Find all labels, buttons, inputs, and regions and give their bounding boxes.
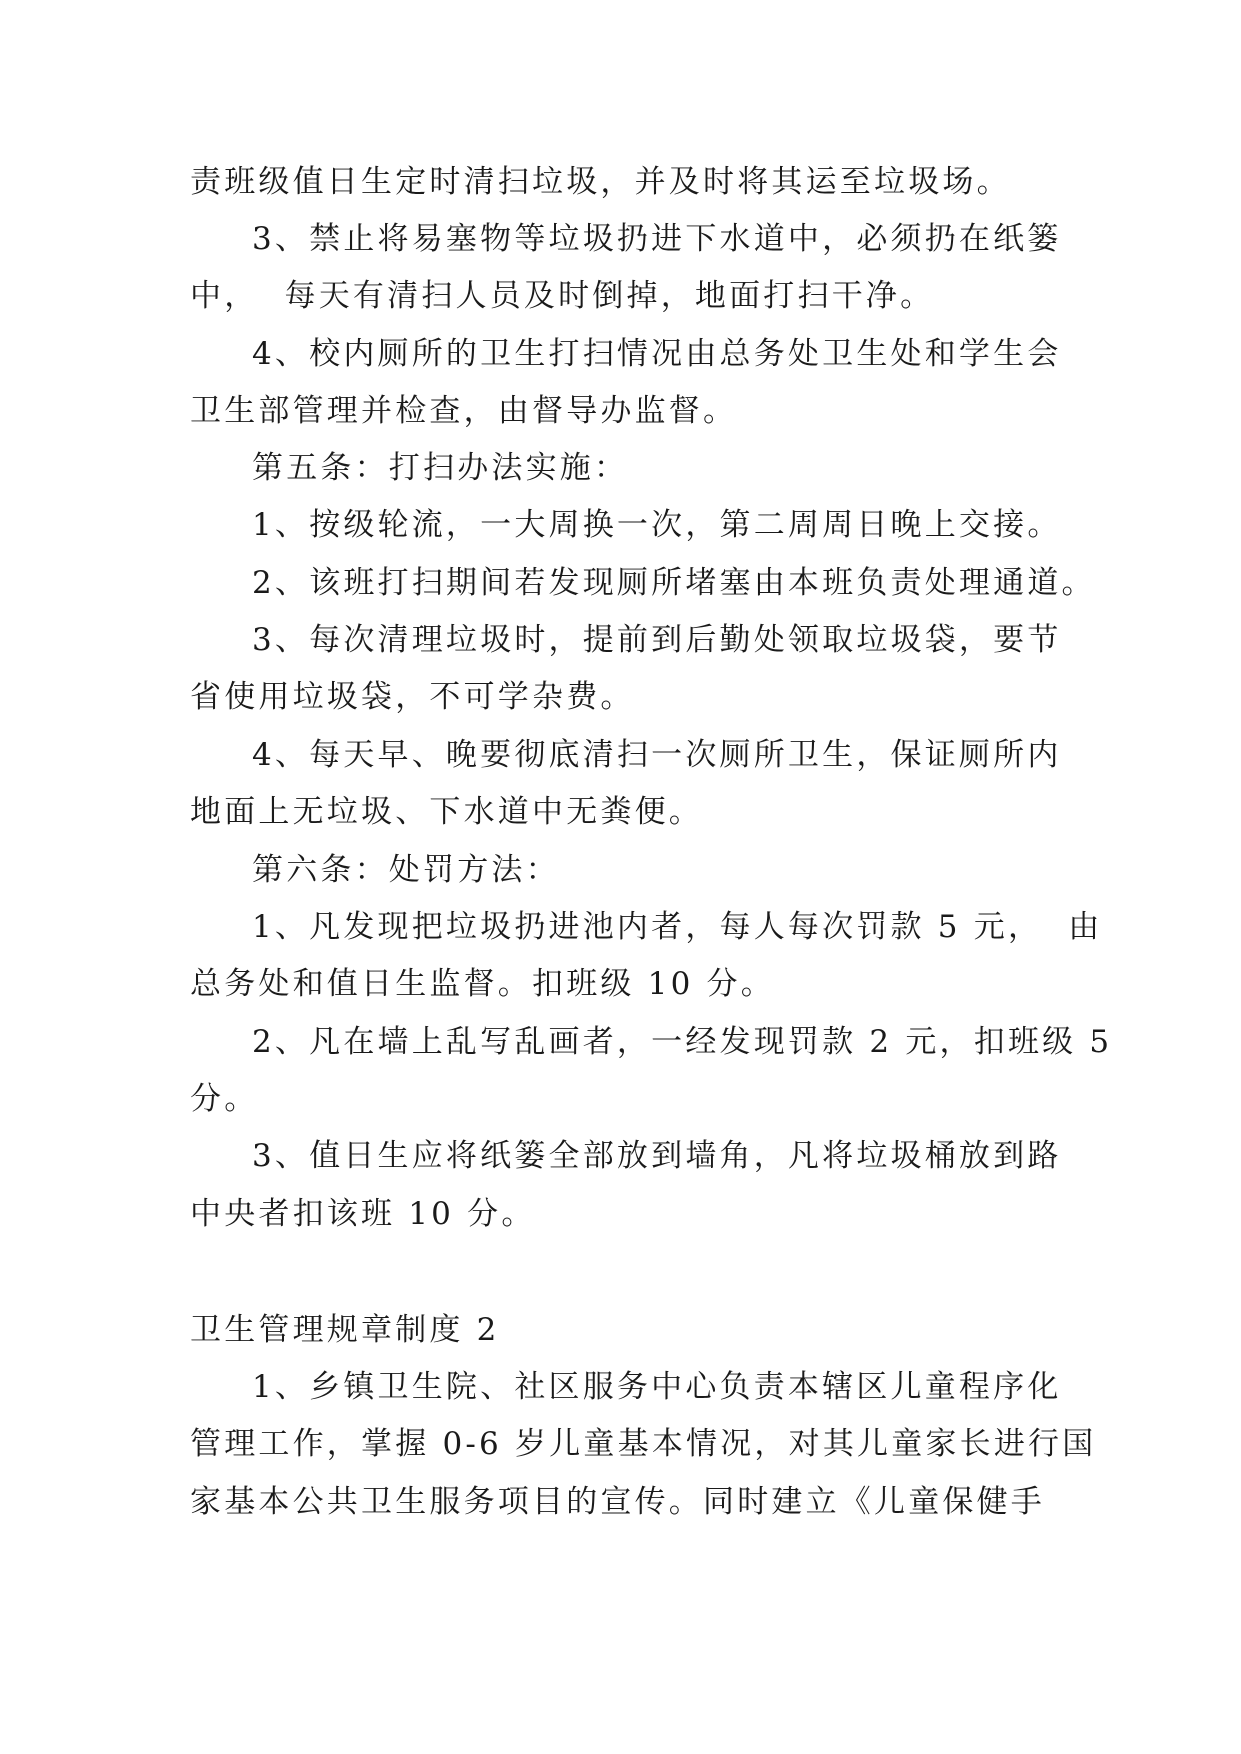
text-line: 卫生部管理并检查，由督导办监督。 bbox=[190, 393, 738, 429]
text-line: 3、每次清理垃圾时，提前到后勤处领取垃圾袋，要节 bbox=[252, 622, 1062, 658]
text-line: 管理工作，掌握 0-6 岁儿童基本情况，对其儿童家长进行国 bbox=[190, 1426, 1097, 1462]
text-line: 1、凡发现把垃圾扔进池内者，每人每次罚款 5 元， 由 bbox=[252, 909, 1103, 945]
text-line: 家基本公共卫生服务项目的宣传。同时建立《儿童保健手 bbox=[190, 1484, 1045, 1520]
text-line: 4、校内厕所的卫生打扫情况由总务处卫生处和学生会 bbox=[252, 336, 1062, 372]
section-heading: 第五条：打扫办法实施： bbox=[252, 450, 629, 486]
text-line: 1、按级轮流，一大周换一次，第二周周日晚上交接。 bbox=[252, 507, 1062, 543]
text-line: 中， 每天有清扫人员及时倒掉，地面打扫干净。 bbox=[190, 278, 935, 314]
text-line: 总务处和值日生监督。扣班级 10 分。 bbox=[190, 966, 775, 1002]
document-title: 卫生管理规章制度 2 bbox=[190, 1312, 500, 1348]
text-line: 2、凡在墙上乱写乱画者，一经发现罚款 2 元，扣班级 5 bbox=[252, 1024, 1113, 1060]
text-line: 省使用垃圾袋，不可学杂费。 bbox=[190, 679, 635, 715]
text-line: 中央者扣该班 10 分。 bbox=[190, 1196, 536, 1232]
text-line: 3、禁止将易塞物等垃圾扔进下水道中，必须扔在纸篓 bbox=[252, 221, 1062, 257]
section-heading: 第六条：处罚方法： bbox=[252, 852, 560, 888]
text-line: 3、值日生应将纸篓全部放到墙角，凡将垃圾桶放到路 bbox=[252, 1138, 1062, 1174]
text-line: 4、每天早、晚要彻底清扫一次厕所卫生，保证厕所内 bbox=[252, 737, 1062, 773]
text-line: 2、该班打扫期间若发现厕所堵塞由本班负责处理通道。 bbox=[252, 565, 1096, 601]
text-line: 责班级值日生定时清扫垃圾，并及时将其运至垃圾场。 bbox=[190, 164, 1011, 200]
text-line: 地面上无垃圾、下水道中无粪便。 bbox=[190, 794, 703, 830]
text-line: 分。 bbox=[190, 1081, 259, 1117]
text-line: 1、乡镇卫生院、社区服务中心负责本辖区儿童程序化 bbox=[252, 1369, 1062, 1405]
